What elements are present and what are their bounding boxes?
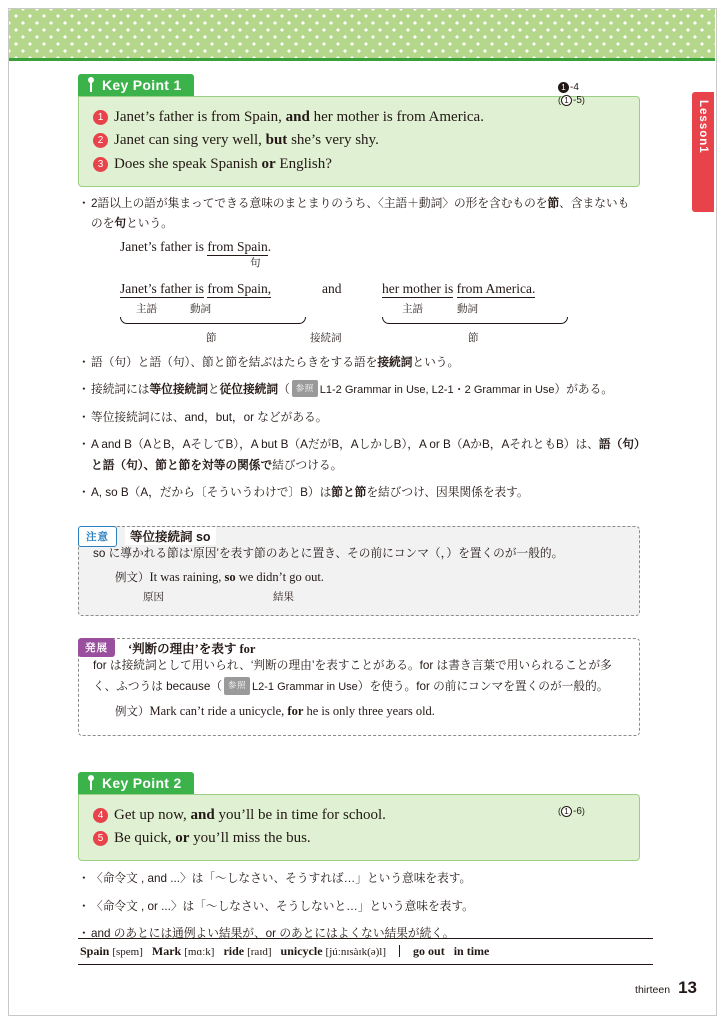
item-number: 3: [93, 157, 108, 172]
example-keyword: so: [224, 569, 236, 584]
advanced-callout: [78, 638, 640, 736]
key-point-2-section: [78, 772, 640, 862]
sentence-pre: Does she speak Spanish: [114, 155, 262, 172]
label-conjunction: 接続詞: [310, 331, 342, 344]
diagram-line-2: [120, 281, 640, 301]
item-number: 4: [93, 808, 108, 823]
note-bullet: [78, 435, 640, 476]
lesson-side-tab-label: Lesson1: [697, 100, 709, 154]
vocab-phonetic: [mɑːk]: [184, 946, 215, 958]
vocab-word: Mark: [151, 944, 182, 958]
label-subject-2: 主語: [402, 302, 423, 315]
bullet-marker: ・: [78, 927, 90, 941]
vocab-phrase: go out: [413, 944, 445, 958]
vocab-phonetic: [spem]: [112, 946, 143, 958]
decorative-top-band: [9, 9, 715, 61]
audio-disc-number-sub: 1: [561, 806, 572, 817]
caution-body-text: so に導かれる節は‘原因’を表す節のあとに置き、その前にコンマ（，）を置くのが一般的。: [93, 546, 564, 560]
advanced-example: [115, 700, 625, 723]
page-number: 13: [678, 978, 697, 997]
item-number: 2: [93, 133, 108, 148]
brace-clause-1: [120, 317, 306, 324]
sentence-post: you’ll miss the bus.: [189, 830, 311, 847]
sentence-keyword: and: [285, 109, 310, 125]
sentence-pre: Be quick,: [114, 830, 176, 847]
key-point-2-item: [93, 804, 625, 827]
note-bullet: [78, 380, 640, 400]
diagram-seg-1-b: from Spain,: [207, 280, 272, 296]
page-content: [78, 74, 640, 945]
key-point-1-header: [78, 74, 194, 96]
vocabulary-strip: [78, 938, 653, 965]
label-clause-2: 節: [468, 331, 479, 344]
audio-track-sub: -5: [573, 95, 582, 106]
brace-clause-2: [382, 317, 568, 324]
key-point-1-item: [93, 106, 625, 129]
reference-text: L1-2 Grammar in Use, L2-1・2 Grammar in Use: [319, 384, 555, 397]
bullet-marker: ・: [78, 899, 90, 913]
item-sentence: [114, 153, 332, 176]
label-cause: 原因: [143, 591, 164, 604]
sentence-keyword: or: [261, 155, 276, 172]
clause-phrase-diagram: [78, 239, 640, 346]
note-text: 〈命令文 , and ...〉は「〜しなさい、そうすれば…」という意味を表す。: [91, 872, 472, 886]
diagram-seg-1: [120, 281, 271, 297]
bullet-marker: ・: [78, 410, 90, 424]
diagram-braces: [120, 317, 640, 330]
note-text: 等位接続詞には、and，but，or などがある。: [91, 410, 328, 424]
audio-disc-number-sub: 1: [561, 95, 572, 106]
key-point-1-audio-markers: [558, 82, 598, 106]
caution-example: [115, 566, 625, 589]
caution-example-labels: [115, 588, 625, 603]
note-text: and のあとには通例よい結果が、or のあとにはよくない結果が続く。: [91, 927, 455, 941]
page-word: thirteen: [635, 984, 671, 996]
example-post: he is only three years old.: [303, 704, 435, 719]
key-point-2-audio-markers: [558, 806, 598, 817]
vocab-phrase: in time: [453, 944, 490, 958]
bullet-marker: ・: [78, 486, 90, 500]
sentence-post: you’ll be in time for school.: [214, 806, 386, 823]
key-point-1-box: [78, 96, 640, 187]
bullet-marker: ・: [78, 196, 90, 210]
example-post: we didn’t go out.: [235, 569, 324, 584]
key-point-1-title: Key Point 1: [102, 77, 182, 93]
note-bullet: [78, 897, 640, 917]
diagram-line-1-post: .: [267, 238, 272, 254]
note-bullet: [78, 353, 640, 373]
note-text: 2語以上の語が集まってできる意味のまとまりのうち、〈主語＋動詞〉の形を含むものを節、含まないものを句という。: [91, 196, 630, 231]
notes-group-2: [78, 869, 640, 944]
audio-marker-sub: ( 1 -5): [558, 95, 585, 106]
item-number: 1: [93, 110, 108, 125]
item-number: 5: [93, 831, 108, 846]
example-label: 例文）: [115, 706, 150, 719]
audio-marker-sub: ( 1 -6): [558, 805, 585, 817]
reference-tag: 参照: [224, 677, 250, 694]
vocab-word: Spain: [80, 944, 110, 958]
example-pre: Mark can’t ride a unicycle,: [149, 704, 288, 719]
vocab-phonetic: [raɪd]: [247, 946, 272, 958]
item-sentence: [114, 827, 311, 850]
audio-marker-main: [558, 82, 579, 93]
label-clause-1: 節: [206, 331, 217, 344]
diagram-line-1-labels: [120, 255, 640, 271]
diagram-line-2-labels: [120, 301, 640, 317]
caution-tag: 注意: [78, 526, 117, 547]
example-label: 例文）: [115, 571, 150, 584]
key-point-2-item: [93, 827, 625, 850]
note-text: A, so B（A，だから〔そういうわけで〕B）は節と節を結びつけ、因果関係を表す。: [91, 486, 529, 500]
diagram-seg-1-a: Janet’s father is: [120, 280, 204, 296]
vocab-divider: [399, 945, 400, 957]
diagram-seg-2: [382, 281, 535, 297]
sentence-post: her mother is from America.: [309, 109, 484, 125]
sentence-post: English?: [275, 155, 332, 172]
note-text: A and B（AとB，AそしてB），A but B（AだがB，AしかしB），A or B（AかB，AそれともB）は、語（句）と語（句）、節と節を対等の関係で結びつける。: [91, 438, 640, 472]
key-point-1-item: [93, 129, 625, 152]
reference-text: L2-1 Grammar in Use: [252, 681, 358, 694]
note-bullet: [78, 483, 640, 503]
audio-track-main: -4: [570, 82, 579, 93]
label-phrase: 句: [250, 256, 261, 269]
advanced-tag: 発展: [78, 638, 115, 657]
reference-tag: 参照: [292, 380, 318, 397]
diagram-line-1-pre: Janet’s father is: [120, 238, 208, 254]
key-point-2-title: Key Point 2: [102, 774, 182, 791]
note-text: 語（句）と語（句）、節と節を結ぶはたらきをする語を接続詞という。: [91, 355, 460, 369]
bullet-marker: ・: [78, 383, 90, 397]
key-point-2-box: [78, 794, 640, 862]
label-result: 結果: [273, 591, 294, 604]
caution-callout: [78, 526, 640, 617]
label-verb-2: 動詞: [457, 302, 478, 315]
sentence-pre: Janet can sing very well,: [114, 132, 266, 149]
audio-track-sub: -6: [573, 805, 582, 817]
key-point-1-item: [93, 153, 625, 176]
sentence-post: she’s very shy.: [287, 132, 379, 149]
diagram-seg-2-b: from America.: [456, 280, 536, 296]
bullet-marker: ・: [78, 872, 90, 886]
sentence-pre: Get up now,: [114, 806, 191, 823]
item-sentence: [114, 106, 484, 129]
pin-icon: [86, 77, 96, 93]
note-bullet: [78, 194, 640, 235]
page-footer: [635, 978, 697, 998]
lesson-side-tab: [692, 92, 714, 212]
sentence-keyword: and: [190, 806, 215, 823]
diagram-conjunction: and: [322, 280, 342, 296]
vocab-phonetic: [júːnɪsàɪk(ə)l]: [325, 946, 387, 958]
vocab-word: unicycle: [280, 944, 323, 958]
label-subject-1: 主語: [136, 302, 157, 315]
diagram-line-1: [120, 239, 640, 255]
sentence-keyword: or: [175, 830, 190, 847]
sentence-keyword: but: [265, 132, 288, 149]
pin-icon: [86, 775, 96, 791]
advanced-body-text: for は接続詞として用いられ、‘判断の理由’を表すことがある。for は書き言葉で用いられることが多く、ふつうは because（ 参照 L2-1 Grammar in Use）を使う。for の前にコンマを置くのが一般的。: [93, 659, 612, 694]
key-point-2-header: [78, 772, 194, 794]
note-text: 〈命令文 , or ...〉は「〜しなさい、そうしないと…」という意味を表す。: [91, 899, 474, 913]
audio-disc-number: 1: [558, 82, 569, 93]
bullet-marker: ・: [78, 355, 90, 369]
note-text: 接続詞には等位接続詞と従位接続詞（ 参照 L1-2 Grammar in Use, L2-1・2 Grammar in Use）がある。: [91, 380, 640, 400]
example-keyword: for: [287, 704, 304, 719]
diagram-line-1-underlined: from Spain: [207, 238, 268, 254]
item-sentence: [114, 129, 379, 152]
diagram-line-3-labels: [120, 330, 640, 346]
note-bullet: [78, 869, 640, 889]
advanced-callout-header: [78, 638, 260, 657]
bullet-marker: ・: [78, 438, 90, 452]
caution-callout-header: [78, 526, 216, 547]
advanced-title: ‘判断の理由’を表す for: [123, 639, 260, 657]
note-bullet: [78, 408, 640, 428]
sentence-pre: Janet’s father is from Spain,: [114, 109, 286, 125]
diagram-seg-2-a: her mother is: [382, 280, 454, 296]
example-pre: It was raining,: [149, 569, 225, 584]
label-verb-1: 動詞: [190, 302, 211, 315]
key-point-1-section: [78, 74, 640, 187]
item-sentence: [114, 804, 386, 827]
caution-title: 等位接続詞 so: [125, 527, 216, 545]
vocab-word: ride: [223, 944, 245, 958]
